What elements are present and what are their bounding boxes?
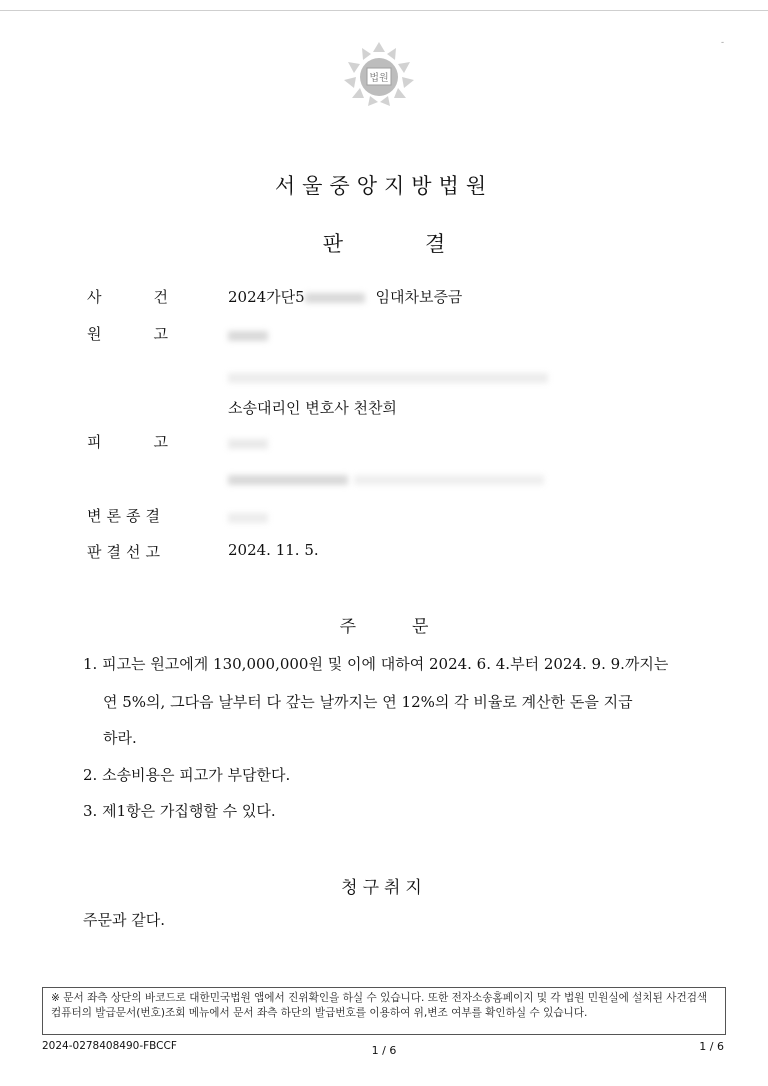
plaintiff-counsel: 소송대리인 변호사 천찬희: [228, 399, 397, 417]
case-value: [228, 286, 462, 307]
closing-label: 변론종결: [87, 507, 165, 525]
page-number-center: 1 / 6: [371, 1044, 397, 1057]
page-number-right: 1 / 6: [699, 1040, 724, 1053]
issue-number: 2024-0278408490-FBCCF: [42, 1040, 177, 1052]
judgment-date: 2024. 11. 5.: [228, 541, 319, 559]
document-title: [0, 228, 768, 258]
case-label: 사 건: [87, 288, 168, 306]
case-name: 임대차보증금: [375, 288, 463, 306]
redacted-closing-date: [228, 508, 268, 526]
redacted-defendant-address: [228, 470, 544, 488]
redacted-case-number: [305, 293, 365, 303]
document-title-part-2: 결: [425, 232, 446, 256]
order-item-2: 2. 소송비용은 피고가 부담한다.: [83, 766, 291, 784]
authenticity-notice: ※ 문서 좌측 상단의 바코드로 대한민국법원 앱에서 진위확인을 하실 수 있습니다. 또한 전자소송홈페이지 및 각 법원 민원실에 설치된 사건검색 컴퓨터의 발급문서(번호)조회 메뉴에서 문서 좌측 하단의 발급번호를 이용하여 위,변조 여부를 확인하실 수 있습니다.: [42, 987, 726, 1035]
redacted-defendant-name: [228, 434, 268, 452]
seal-label: 법원: [369, 73, 389, 84]
claim-text: 주문과 같다.: [83, 911, 165, 929]
order-item-3: 3. 제1항은 가집행할 수 있다.: [83, 802, 276, 820]
plaintiff-label: 원 고: [87, 325, 168, 343]
defendant-label: 피 고: [87, 433, 168, 451]
order-item-1-line-1: 1. 피고는 원고에게 130,000,000원 및 이에 대하여 2024. 6. 4.부터 2024. 9. 9.까지는: [83, 655, 669, 673]
document-title-part-1: 판: [322, 232, 343, 256]
case-number: 2024가단5: [228, 288, 305, 306]
court-seal-icon: [338, 40, 420, 112]
judgment-label: 판결선고: [87, 543, 165, 561]
order-item-1-line-2: 연 5%의, 그다음 날부터 다 갚는 날까지는 연 12%의 각 비율로 계산한 돈을 지급: [103, 693, 633, 711]
order-title: 주 문: [339, 617, 429, 637]
court-name: 서울중앙지방법원: [274, 174, 494, 198]
order-item-1-line-3: 하라.: [103, 729, 137, 747]
corner-mark: -: [720, 38, 724, 48]
redacted-plaintiff-name: [228, 326, 268, 344]
redacted-plaintiff-address: [228, 368, 548, 386]
claim-title: 청구취지: [341, 878, 427, 898]
top-rule: [0, 10, 768, 11]
